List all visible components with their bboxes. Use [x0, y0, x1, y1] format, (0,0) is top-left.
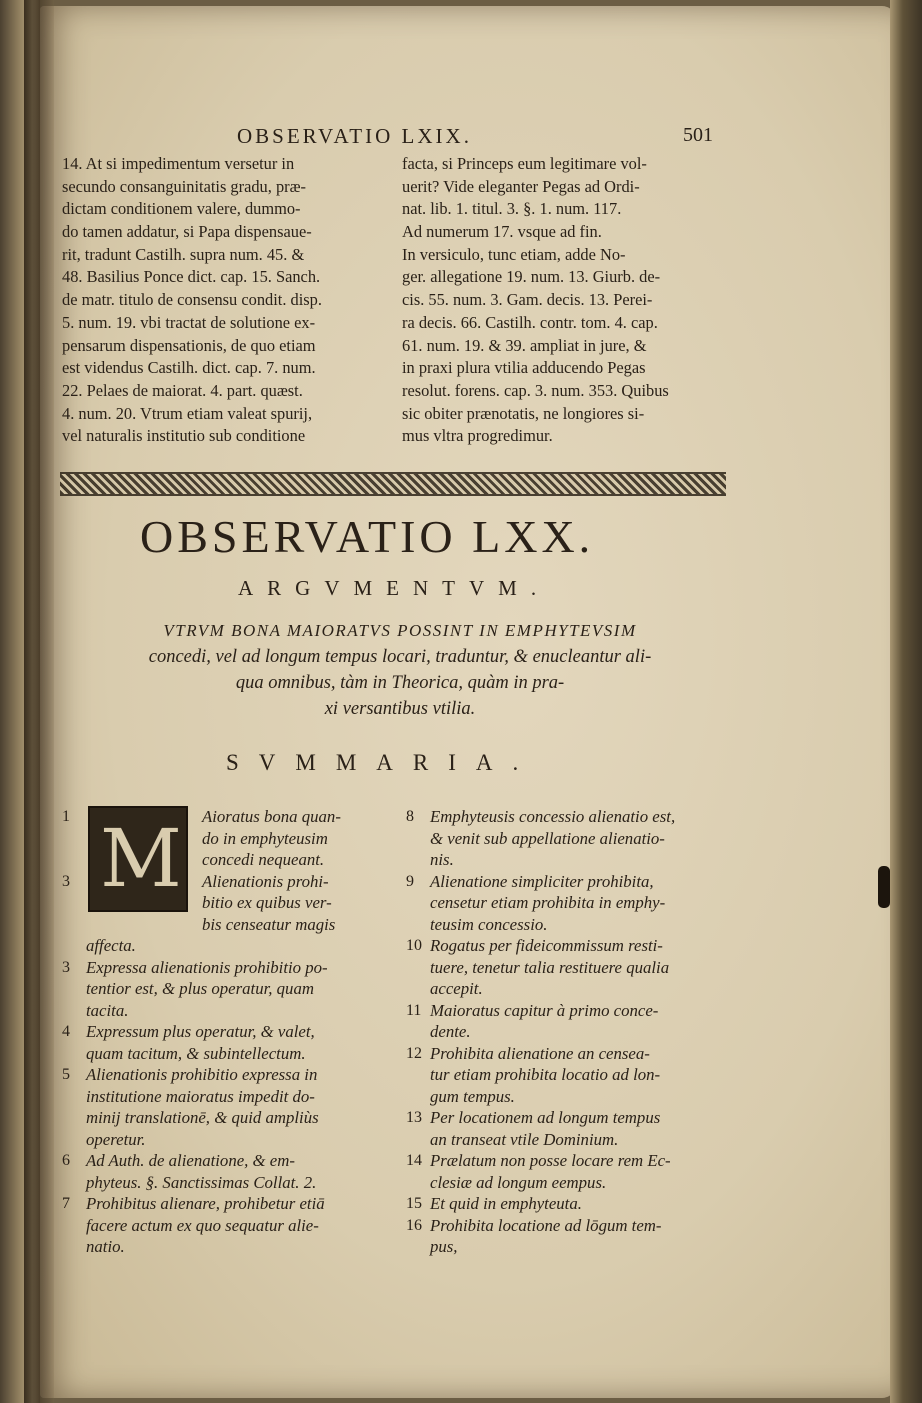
argumentum-line: xi versantibus vtilia. — [324, 699, 476, 719]
summary-entry — [62, 871, 402, 957]
text-line: in praxi plura vtilia adducendo Pegas — [402, 358, 646, 378]
summary-number: 11 — [406, 1001, 422, 1019]
summary-line: Alienationis prohi- — [202, 871, 329, 891]
argumentum-heading: ARGVMENTVM. — [238, 576, 551, 600]
ornamental-divider — [60, 472, 726, 496]
summary-line: Expressa alienationis prohibitio po- — [86, 957, 328, 977]
summary-line: quam tacitum, & subintellectum. — [86, 1043, 306, 1063]
right-text-column — [402, 153, 732, 448]
observation-title: OBSERVATIO LXX. — [140, 511, 595, 562]
text-line: cis. 55. num. 3. Gam. decis. 13. Perei- — [402, 290, 653, 310]
text-line: dictam conditionem valere, dummo- — [62, 199, 301, 219]
summary-line: institutione maioratus impedit do- — [86, 1086, 315, 1106]
summary-line: gum tempus. — [430, 1086, 515, 1106]
summary-line: Expressum plus operatur, & valet, — [86, 1022, 315, 1041]
summary-line: natio. — [86, 1237, 125, 1256]
summary-entry — [406, 1107, 736, 1150]
summaria-left-column — [62, 806, 402, 1258]
summary-line: an transeat vtile Dominium. — [430, 1129, 619, 1149]
summary-line: censetur etiam prohibita in emphy- — [430, 893, 666, 912]
summary-line: Prohibita locatione ad lōgum tem- — [430, 1215, 662, 1235]
running-title: OBSERVATIO LXIX. — [237, 124, 472, 148]
summary-line: facere actum ex quo sequatur alie- — [86, 1215, 319, 1235]
summary-entry — [62, 1193, 402, 1258]
text-line: nat. lib. 1. titul. 3. §. 1. num. 117. — [402, 199, 622, 219]
summary-number: 3 — [62, 872, 70, 890]
summary-entry — [406, 935, 736, 1000]
summary-line: do in emphyteusim — [202, 828, 328, 848]
summary-line: teusim concessio. — [430, 914, 548, 934]
summaria-right-column — [406, 806, 736, 1258]
summary-number: 14 — [406, 1152, 422, 1169]
text-line: uerit? Vide eleganter Pegas ad Ordi- — [402, 176, 640, 196]
summary-line: phyteus. §. Sanctissimas Collat. 2. — [86, 1172, 317, 1192]
page-number: 501 — [683, 124, 713, 146]
summary-line: operetur. — [86, 1129, 146, 1149]
text-line: 22. Pelaes de maiorat. 4. part. quæst. — [62, 380, 303, 400]
summary-entry — [406, 1215, 736, 1258]
argumentum-line: VTRVM BONA MAIORATVS POSSINT IN EMPHYTEVSIM — [163, 621, 637, 640]
summary-line: clesiæ ad longum eempus. — [430, 1172, 607, 1192]
summary-line: affecta. — [86, 936, 136, 955]
text-line: ger. allegatione 19. num. 13. Giurb. de- — [402, 267, 661, 287]
summary-line: Et quid in emphyteuta. — [430, 1194, 582, 1213]
summary-line: nis. — [430, 850, 454, 869]
summary-entry — [62, 1021, 402, 1064]
summary-entry — [406, 806, 736, 871]
text-line: sic obiter prænotatis, ne longiores si- — [402, 403, 645, 423]
summary-line: Aioratus bona quan- — [202, 807, 341, 826]
summary-number: 4 — [62, 1023, 70, 1040]
argumentum-line: concedi, vel ad longum tempus locari, traduntur, & enucleantur ali- — [148, 647, 652, 667]
summary-number: 5 — [62, 1066, 70, 1083]
text-line: do tamen addatur, si Papa dispensaue- — [62, 222, 312, 242]
text-line: ra decis. 66. Castilh. contr. tom. 4. cap. — [402, 312, 658, 332]
text-line: 61. num. 19. & 39. ampliat in jure, & — [402, 335, 647, 355]
summary-line: accepit. — [430, 979, 483, 998]
summary-line: Prælatum non posse locare rem Ec- — [430, 1151, 671, 1170]
text-line: rit, tradunt Castilh. supra num. 45. & — [62, 244, 305, 264]
summary-line: pus, — [430, 1237, 458, 1256]
summary-entry — [62, 957, 402, 1022]
summary-entry — [406, 871, 736, 936]
summary-line: bis censeatur magis — [202, 914, 336, 934]
summary-number: 13 — [406, 1109, 422, 1126]
summary-number: 16 — [406, 1216, 422, 1234]
summary-line: Alienatione simpliciter prohibita, — [430, 871, 654, 891]
summary-number: 12 — [406, 1044, 422, 1062]
left-text-column — [62, 153, 382, 448]
text-line: secundo consanguinitatis gradu, præ- — [62, 176, 306, 196]
summary-number: 1 — [62, 808, 70, 825]
summary-line: minij translationē, & quid ampliùs — [86, 1108, 319, 1127]
summary-line: Prohibitus alienare, prohibetur etiā — [86, 1194, 325, 1213]
summary-line: tur etiam prohibita locatio ad lon- — [430, 1065, 661, 1084]
summaria-heading: SVMMARIA. — [226, 750, 539, 775]
summary-number: 7 — [62, 1195, 70, 1212]
clasp-mark — [878, 866, 890, 908]
text-line: In versiculo, tunc etiam, adde No- — [402, 244, 626, 264]
text-line: est videndus Castilh. dict. cap. 7. num. — [62, 358, 316, 378]
book-gutter — [24, 0, 54, 1403]
summary-line: dente. — [430, 1022, 471, 1041]
text-line: resolut. forens. cap. 3. num. 353. Quibus — [402, 380, 669, 400]
text-line: mus vltra progredimur. — [402, 426, 553, 446]
summary-line: Emphyteusis concessio alienatio est, — [430, 807, 676, 826]
argumentum-text — [60, 618, 740, 722]
text-line: Ad numerum 17. vsque ad fin. — [402, 222, 602, 242]
summary-entry — [62, 1064, 402, 1150]
text-line: facta, si Princeps eum legitimare vol- — [402, 154, 647, 173]
summary-line: tentior est, & plus operatur, quam — [86, 979, 314, 998]
summary-line: Maioratus capitur à primo conce- — [430, 1000, 659, 1020]
summary-number: 10 — [406, 937, 422, 954]
summary-line: Alienationis prohibitio expressa in — [86, 1065, 318, 1084]
summary-line: & venit sub appellatione alienatio- — [430, 828, 665, 848]
summary-number: 8 — [406, 808, 414, 825]
summary-entry — [406, 1043, 736, 1108]
text-line: pensarum dispensationis, de quo etiam — [62, 335, 316, 355]
text-line: 48. Basilius Ponce dict. cap. 15. Sanch. — [62, 267, 321, 287]
text-line: 14. At si impedimentum versetur in — [62, 154, 295, 173]
summary-line: concedi nequeant. — [202, 850, 325, 869]
summary-line: tuere, tenetur talia restituere qualia — [430, 957, 670, 977]
initial-letter: M — [100, 812, 182, 905]
text-line: 5. num. 19. vbi tractat de solutione ex- — [62, 312, 316, 332]
summary-line: Ad Auth. de alienatione, & em- — [86, 1151, 295, 1170]
text-line: de matr. titulo de consensu condit. disp. — [62, 290, 322, 310]
summary-number: 6 — [62, 1152, 70, 1169]
summary-number: 9 — [406, 872, 414, 890]
summary-entry — [406, 1000, 736, 1043]
summary-line: bitio ex quibus ver- — [202, 893, 332, 912]
summary-entry — [406, 1193, 736, 1215]
summary-number: 3 — [62, 958, 70, 976]
right-page-edges — [890, 0, 922, 1403]
text-line: vel naturalis institutio sub conditione — [62, 426, 306, 446]
summary-entry — [62, 1150, 402, 1193]
summary-entry — [406, 1150, 736, 1193]
summary-number: 15 — [406, 1195, 422, 1212]
summary-line: Prohibita alienatione an censea- — [430, 1043, 650, 1063]
summary-line: Rogatus per fideicommissum resti- — [430, 936, 663, 955]
summary-line: tacita. — [86, 1000, 129, 1020]
text-line: 4. num. 20. Vtrum etiam valeat spurij, — [62, 403, 313, 423]
argumentum-line: qua omnibus, tàm in Theorica, quàm in pra- — [235, 673, 565, 693]
summary-line: Per locationem ad longum tempus — [430, 1108, 661, 1127]
